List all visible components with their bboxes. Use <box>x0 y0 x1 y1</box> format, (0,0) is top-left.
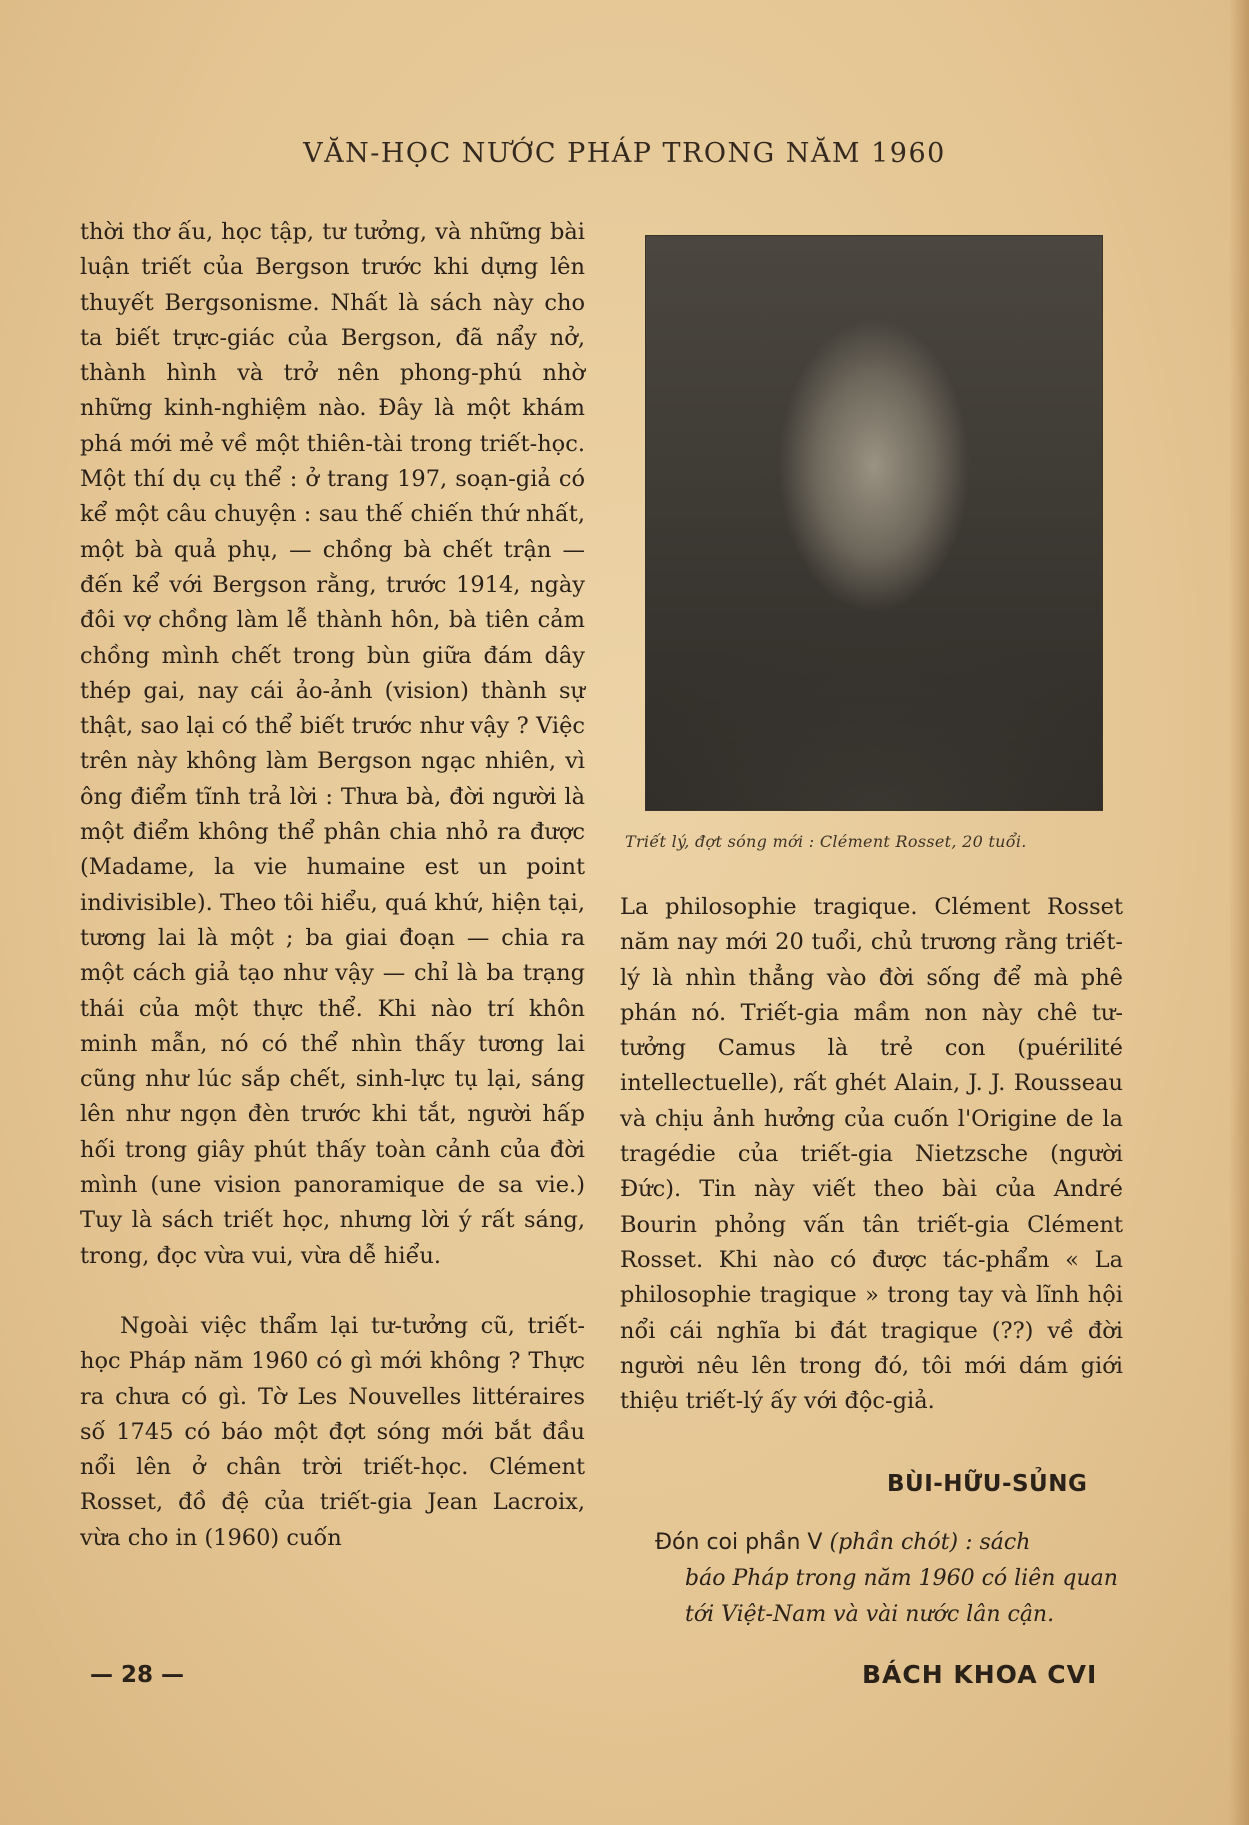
left-column <box>80 215 585 1556</box>
next-note-detail-3: tới Việt-Nam và vài nước lân cận. <box>685 1602 1055 1627</box>
next-note-detail-1: (phần chót) : sách <box>829 1530 1031 1555</box>
page-number: — 28 — <box>90 1662 185 1688</box>
author-signature: BÙI-HỮU-SỦNG <box>887 1471 1088 1497</box>
next-issue-note <box>655 1525 1125 1633</box>
right-column <box>620 890 1123 1419</box>
left-paragraph-2: Ngoài việc thẩm lại tư-tưởng cũ, triết-học Pháp năm 1960 có gì mới không ? Thực ra chưa có gì. Tờ Les Nouvelles littéraires số 1745 có báo một đợt sóng mới bắt đầu nổi lên ở chân trời triết-học. Clément Rosset, đồ đệ của triết-gia Jean Lacroix, vừa cho in (1960) cuốn <box>80 1312 585 1551</box>
right-paragraph: La philosophie tragique. Clément Rosset năm nay mới 20 tuổi, chủ trương rằng triết-lý là nhìn thẳng vào đời sống để mà phê phán nó. Triết-gia mầm non này chê tư-tưởng Camus là trẻ con (puérilité intellectuelle), rất ghét Alain, J. J. Rousseau và chịu ảnh hưởng của cuốn l'Origine de la tragédie của triết-gia Nietzsche (người Đức). Tin này viết theo bài của André Bourin phỏng vấn tân triết-gia Clément Rosset. Khi nào có được tác-phẩm « La philosophie tragique » trong tay và lĩnh hội nổi cái nghĩa bi đát tragique (??) về đời người nêu lên trong đó, tôi mới dám giới thiệu triết-lý ấy với độc-giả. <box>620 894 1123 1415</box>
photo-caption: Triết lý, đợt sóng mới : Clément Rosset, 20 tuổi. <box>625 832 1027 851</box>
page-edge-shadow <box>1229 0 1249 1825</box>
left-paragraph-1: thời thơ ấu, học tập, tư tưởng, và những bài luận triết của Bergson trước khi dựng lên thuyết Bergsonisme. Nhất là sách này cho ta biết trực-giác của Bergson, đã nẩy nở, thành hình và trở nên phong-phú nhờ những kinh-nghiệm nào. Đây là một khám phá mới mẻ về một thiên-tài trong triết-học. Một thí dụ cụ thể : ở trang 197, soạn-giả có kể một câu chuyện : sau thế chiến thứ nhất, một bà quả phụ, — chồng bà chết trận — đến kể với Bergson rằng, trước 1914, ngày đôi vợ chồng làm lễ thành hôn, bà tiên cảm chồng mình chết trong bùn giữa đám dây thép gai, nay cái ảo-ảnh (vision) thành sự thật, sao lại có thể biết trước như vậy ? Việc trên này không làm Bergson ngạc nhiên, vì ông điểm tĩnh trả lời : Thưa bà, đời người là một điểm không thể phân chia nhỏ ra được (Madame, la vie humaine est un point indivisible). Theo tôi hiểu, quá khứ, hiện tại, tương lai là một ; ba giai đoạn — chia ra một cách giả tạo như vậy — chỉ là ba trạng thái của một thực thể. Khi nào trí khôn minh mẫn, nó có thể nhìn thấy tương lai cũng như lúc sắp chết, sinh-lực tụ lại, sáng lên như ngọn đèn trước khi tắt, người hấp hối trong giây phút thấy toàn cảnh của đời mình (une vision panoramique de sa vie.) Tuy là sách triết học, nhưng lời ý rất sáng, trong, đọc vừa vui, vừa dễ hiểu. <box>80 219 585 1269</box>
next-note-lead: Đón coi phần V <box>655 1530 823 1555</box>
next-note-detail-2: báo Pháp trong năm 1960 có liên quan <box>685 1566 1118 1591</box>
journal-name: BÁCH KHOA CVI <box>862 1660 1098 1689</box>
page-header: VĂN-HỌC NƯỚC PHÁP TRONG NĂM 1960 <box>303 138 946 169</box>
portrait-photo <box>645 235 1103 811</box>
